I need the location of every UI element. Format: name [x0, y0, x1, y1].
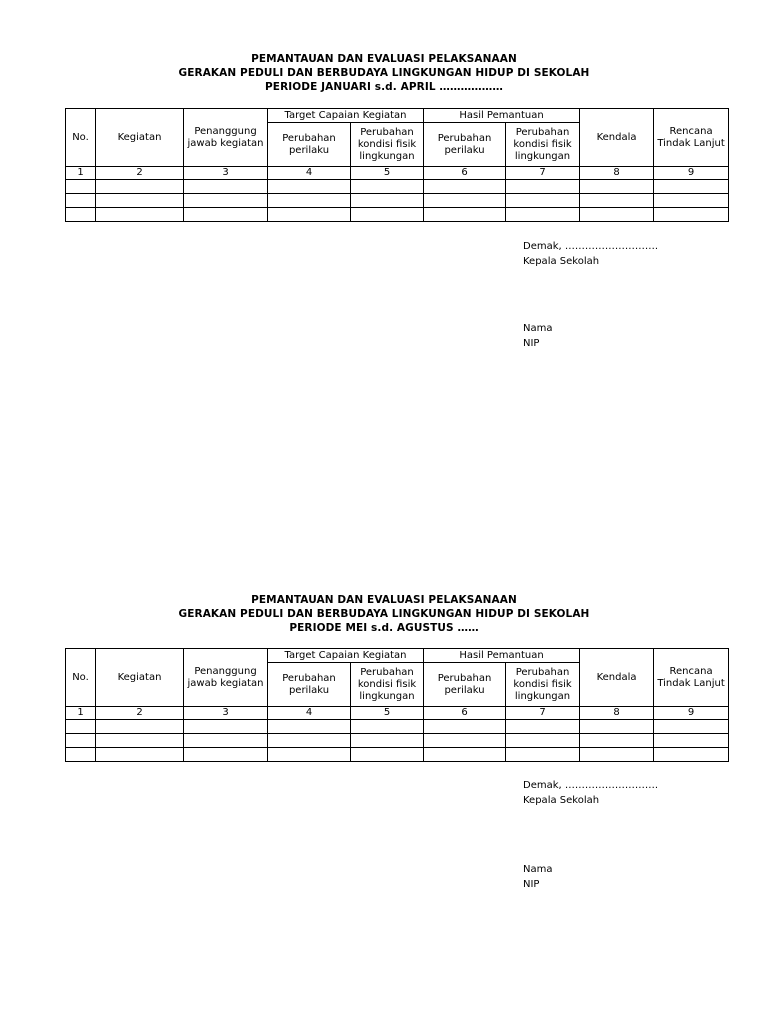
header-target-perubahan-kondisi: Perubahan kondisi fisik lingkungan [351, 663, 424, 707]
table-cell[interactable] [654, 180, 729, 194]
header-hasil-perubahan-perilaku: Perubahan perilaku [424, 663, 506, 707]
report-section-1 [0, 52, 768, 94]
table-cell[interactable] [268, 748, 351, 762]
table-cell[interactable] [654, 720, 729, 734]
table-cell[interactable] [506, 180, 580, 194]
table-cell[interactable] [66, 208, 96, 222]
title-line-2: GERAKAN PEDULI DAN BERBUDAYA LINGKUNGAN HIDUP DI SEKOLAH [178, 608, 590, 620]
table-cell[interactable] [184, 194, 268, 208]
table-cell[interactable] [96, 180, 184, 194]
table-cell[interactable] [268, 180, 351, 194]
header-rencana-tindak-lanjut: Rencana Tindak Lanjut [654, 109, 729, 167]
header-target-perubahan-kondisi: Perubahan kondisi fisik lingkungan [351, 123, 424, 167]
table-cell[interactable] [580, 194, 654, 208]
header-target-capaian: Target Capaian Kegiatan [268, 109, 424, 123]
col-num-2: 2 [96, 167, 184, 180]
signature-nip-label: NIP [523, 879, 540, 890]
table-cell[interactable] [580, 748, 654, 762]
title-line-3: PERIODE MEI s.d. AGUSTUS …… [289, 622, 479, 634]
col-num-9: 9 [654, 707, 729, 720]
table-cell[interactable] [506, 208, 580, 222]
table-cell[interactable] [66, 734, 96, 748]
table-cell[interactable] [506, 720, 580, 734]
table-cell[interactable] [580, 734, 654, 748]
col-num-1: 1 [66, 707, 96, 720]
table-cell[interactable] [66, 194, 96, 208]
table-cell[interactable] [66, 720, 96, 734]
header-hasil-pemantuan: Hasil Pemantuan [424, 649, 580, 663]
col-num-6: 6 [424, 167, 506, 180]
signature-nip-label: NIP [523, 338, 540, 349]
table-cell[interactable] [351, 748, 424, 762]
table-cell[interactable] [351, 194, 424, 208]
header-target-perubahan-perilaku: Perubahan perilaku [268, 663, 351, 707]
table-cell[interactable] [506, 194, 580, 208]
table-cell[interactable] [351, 734, 424, 748]
table-cell[interactable] [654, 208, 729, 222]
table-row [66, 748, 729, 762]
table-cell[interactable] [424, 194, 506, 208]
col-num-6: 6 [424, 707, 506, 720]
report-title [0, 52, 768, 94]
table-row [66, 194, 729, 208]
table-cell[interactable] [351, 180, 424, 194]
table-cell[interactable] [654, 748, 729, 762]
table-cell[interactable] [351, 720, 424, 734]
column-number-row [66, 167, 729, 180]
table-row [66, 180, 729, 194]
header-rencana-tindak-lanjut: Rencana Tindak Lanjut [654, 649, 729, 707]
col-num-2: 2 [96, 707, 184, 720]
header-hasil-perubahan-kondisi: Perubahan kondisi fisik lingkungan [506, 123, 580, 167]
col-num-4: 4 [268, 707, 351, 720]
signature-position: Kepala Sekolah [523, 256, 600, 267]
table-cell[interactable] [268, 720, 351, 734]
col-num-7: 7 [506, 707, 580, 720]
header-kegiatan: Kegiatan [96, 109, 184, 167]
table-cell[interactable] [580, 180, 654, 194]
header-target-capaian: Target Capaian Kegiatan [268, 649, 424, 663]
table-cell[interactable] [424, 208, 506, 222]
table-cell[interactable] [184, 720, 268, 734]
col-num-1: 1 [66, 167, 96, 180]
table-cell[interactable] [184, 208, 268, 222]
header-target-perubahan-perilaku: Perubahan perilaku [268, 123, 351, 167]
signature-name-block-1 [523, 321, 552, 351]
table-cell[interactable] [268, 194, 351, 208]
signature-place-date: Demak, ………………………. [523, 780, 659, 791]
title-line-1: PEMANTAUAN DAN EVALUASI PELAKSANAAN [251, 53, 517, 65]
title-line-3: PERIODE JANUARI s.d. APRIL ……………… [265, 81, 503, 93]
table-cell[interactable] [96, 720, 184, 734]
table-cell[interactable] [654, 194, 729, 208]
table-cell[interactable] [184, 180, 268, 194]
col-num-3: 3 [184, 707, 268, 720]
col-num-8: 8 [580, 707, 654, 720]
table-cell[interactable] [66, 748, 96, 762]
header-hasil-perubahan-perilaku: Perubahan perilaku [424, 123, 506, 167]
header-penanggung-jawab: Penanggung jawab kegiatan [184, 649, 268, 707]
col-num-5: 5 [351, 167, 424, 180]
header-no: No. [66, 649, 96, 707]
table-cell[interactable] [506, 734, 580, 748]
header-no: No. [66, 109, 96, 167]
table-cell[interactable] [96, 748, 184, 762]
monitoring-table-1 [65, 108, 729, 222]
table-cell[interactable] [351, 208, 424, 222]
signature-position: Kepala Sekolah [523, 795, 600, 806]
table-cell[interactable] [66, 180, 96, 194]
header-kendala: Kendala [580, 649, 654, 707]
table-cell[interactable] [184, 748, 268, 762]
signature-name-label: Nama [523, 323, 553, 334]
report-section-2 [0, 593, 768, 635]
column-number-row [66, 707, 729, 720]
table-cell[interactable] [268, 734, 351, 748]
table-cell[interactable] [580, 208, 654, 222]
signature-block-2 [523, 778, 658, 808]
signature-block-1 [523, 239, 658, 269]
signature-place-date: Demak, ………………………. [523, 241, 659, 252]
header-hasil-pemantuan: Hasil Pemantuan [424, 109, 580, 123]
table-cell[interactable] [268, 208, 351, 222]
table-cell[interactable] [96, 734, 184, 748]
monitoring-table-2 [65, 648, 729, 762]
table-cell[interactable] [580, 720, 654, 734]
header-hasil-perubahan-kondisi: Perubahan kondisi fisik lingkungan [506, 663, 580, 707]
signature-name-block-2 [523, 862, 552, 892]
table-row [66, 734, 729, 748]
title-line-2: GERAKAN PEDULI DAN BERBUDAYA LINGKUNGAN HIDUP DI SEKOLAH [178, 67, 590, 79]
table-cell[interactable] [654, 734, 729, 748]
table-cell[interactable] [506, 748, 580, 762]
header-penanggung-jawab: Penanggung jawab kegiatan [184, 109, 268, 167]
signature-name-label: Nama [523, 864, 553, 875]
header-kendala: Kendala [580, 109, 654, 167]
col-num-5: 5 [351, 707, 424, 720]
table-cell[interactable] [184, 734, 268, 748]
header-kegiatan: Kegiatan [96, 649, 184, 707]
col-num-3: 3 [184, 167, 268, 180]
col-num-9: 9 [654, 167, 729, 180]
report-title [0, 593, 768, 635]
col-num-7: 7 [506, 167, 580, 180]
table-cell[interactable] [424, 180, 506, 194]
table-cell[interactable] [424, 734, 506, 748]
table-cell[interactable] [96, 208, 184, 222]
table-row [66, 720, 729, 734]
title-line-1: PEMANTAUAN DAN EVALUASI PELAKSANAAN [251, 594, 517, 606]
col-num-8: 8 [580, 167, 654, 180]
table-row [66, 208, 729, 222]
table-cell[interactable] [96, 194, 184, 208]
table-cell[interactable] [424, 748, 506, 762]
table-cell[interactable] [424, 720, 506, 734]
col-num-4: 4 [268, 167, 351, 180]
